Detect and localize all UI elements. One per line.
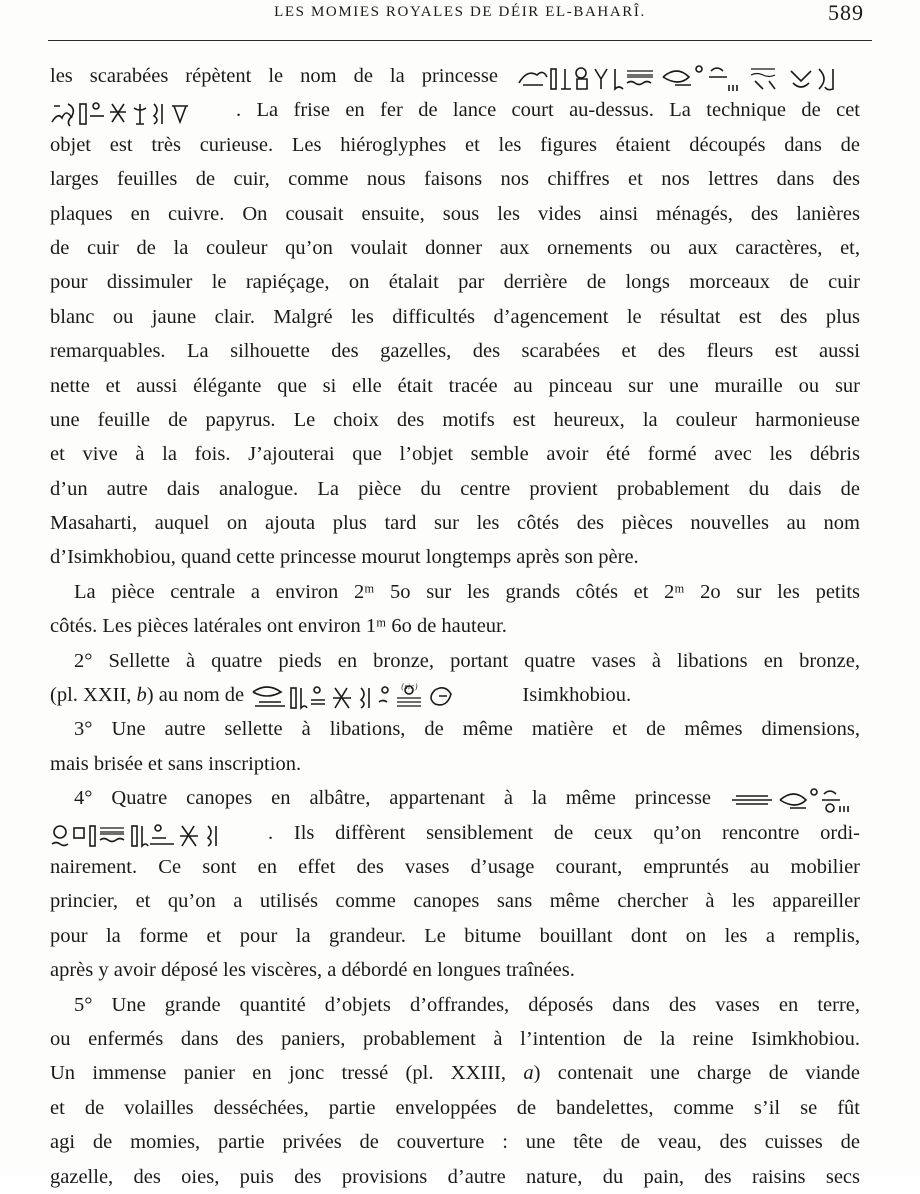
text-line-content: Isimkhobiou. xyxy=(522,684,632,707)
text-line: princier, et qu’on a utilisés comme canopes sans même chercher à les appareiller xyxy=(50,890,860,913)
text-line-content: Un immense panier en jonc tressé (pl. XXIII, xyxy=(50,1062,524,1085)
text-line-content: (pl. XXII, xyxy=(50,684,137,707)
text-line xyxy=(50,781,860,815)
text-line: côtés. Les pièces latérales ont environ 1ᵐ 6o de hauteur. xyxy=(50,615,507,638)
text-line-content: 4° Quatre canopes en albâtre, appartenant à la même princesse xyxy=(74,787,712,810)
hieroglyph-group-princess-name xyxy=(515,63,860,91)
text-line: nette et aussi élégante que si elle était tracée au pinceau sur une muraille ou sur xyxy=(50,374,860,397)
text-line xyxy=(50,59,860,93)
hieroglyph-group-princess-title xyxy=(730,786,860,814)
sic-annotation: (sic) xyxy=(401,682,418,692)
page-header xyxy=(48,0,872,34)
text-line: 3° Une autre sellette à libations, de même matière et de mêmes dimensions, xyxy=(74,718,860,741)
text-line: de cuir de la couleur qu’on voulait donner aux ornements ou aux caractères, et, xyxy=(50,236,860,259)
text-line: pour dissimuler le rapiéçage, on étalait par derrière de longs morceaux de cuir xyxy=(50,271,860,294)
hieroglyph-group-canopes xyxy=(50,820,268,848)
text-line: gazelle, des oies, puis des provisions d’autre nature, du pain, des raisins secs xyxy=(50,1165,860,1188)
text-line-content: . La frise en fer de lance court au-dessus. La technique de cet xyxy=(236,99,860,122)
running-title: LES MOMIES ROYALES DE DÉIR EL-BAHARÎ. xyxy=(274,4,646,20)
text-line: et de volailles desséchées, partie enveloppées de bandelettes, comme s’il se fût xyxy=(50,1096,860,1119)
text-line: objet est très curieuse. Les hiéroglyphes et les figures étaient découpés dans de xyxy=(50,133,860,156)
text-line: larges feuilles de cuir, comme nous faisons nos chiffres et nos lettres dans des xyxy=(50,168,860,191)
text-line xyxy=(50,1056,860,1090)
text-line xyxy=(50,93,860,127)
text-line: pour la forme et pour la grandeur. Le bitume bouillant dont on les a remplis, xyxy=(50,924,860,947)
text-line: 2° Sellette à quatre pieds en bronze, portant quatre vases à libations en bronze, xyxy=(74,649,860,672)
text-line: d’Isimkhobiou, quand cette princesse mourut longtemps après son père. xyxy=(50,546,639,569)
plate-letter: b xyxy=(136,684,147,707)
text-line: blanc ou jaune clair. Malgré les difficultés d’agencement le résultat est des plus xyxy=(50,305,860,328)
body-text xyxy=(50,59,860,1194)
text-line-content: ) contenait une charge de viande xyxy=(533,1062,861,1085)
text-line-content: ) au nom de xyxy=(146,684,245,707)
text-line xyxy=(50,816,860,850)
hieroglyph-group-isimkhobiou xyxy=(249,682,517,710)
text-line xyxy=(50,678,860,712)
text-line-content: les scarabées répètent le nom de la princesse xyxy=(50,65,498,87)
text-line: nairement. Ce sont en effet des vases d’usage courant, empruntés au mobilier xyxy=(50,855,860,878)
text-line: Masaharti, auquel on ajouta plus tard sur les côtés des pièces nouvelles au nom xyxy=(50,512,860,535)
plate-letter: a xyxy=(523,1062,534,1085)
text-line: mais brisée et sans inscription. xyxy=(50,752,302,775)
text-line: et vive à la fois. J’ajouterai que l’objet semble avoir été formé avec les débris xyxy=(50,443,860,466)
text-line: ou enfermés dans des paniers, probablement à l’intention de la reine Isimkhobiou. xyxy=(50,1027,860,1050)
text-line: plaques en cuivre. On cousait ensuite, sous les vides ainsi ménagés, des lanières xyxy=(50,202,860,225)
text-line: agi de momies, partie privées de couverture : une tête de veau, des cuisses de xyxy=(50,1131,860,1154)
header-rule xyxy=(48,40,872,41)
text-line: d’un autre dais analogue. La pièce du centre provient probablement du dais de xyxy=(50,477,860,500)
text-line: La pièce centrale a environ 2ᵐ 5o sur les grands côtés et 2ᵐ 2o sur les petits xyxy=(74,580,860,603)
text-line: remarquables. La silhouette des gazelles, des scarabées et des fleurs est aussi xyxy=(50,340,860,363)
text-line: une feuille de papyrus. Le choix des motifs est heureux, la couleur harmonieuse xyxy=(50,408,860,431)
text-line-content: . Ils diffèrent sensiblement de ceux qu’on rencontre ordi- xyxy=(268,821,860,844)
text-line: 5° Une grande quantité d’objets d’offrandes, déposés dans des vases en terre, xyxy=(74,993,860,1016)
page-number: 589 xyxy=(828,0,864,25)
hieroglyph-group-princess-name-continued xyxy=(50,98,236,126)
text-line: après y avoir déposé les viscères, a débordé en longues traînées. xyxy=(50,959,575,982)
